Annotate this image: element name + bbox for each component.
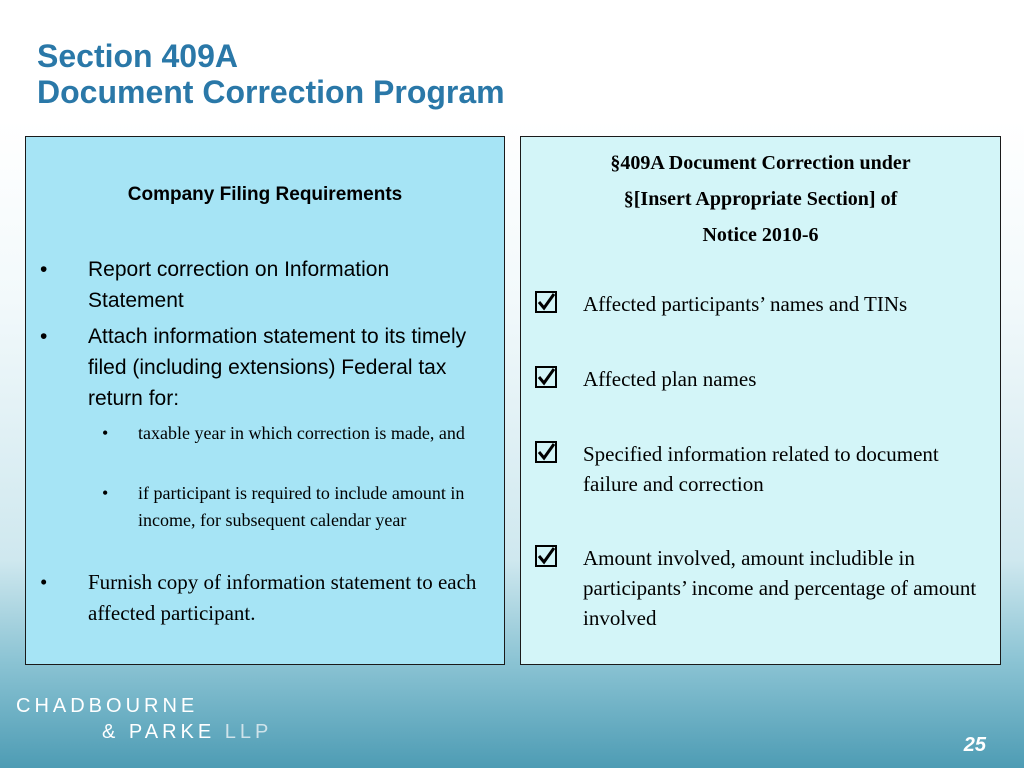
sub-bullet-text: if participant is required to include amount in income, for subsequent calendar year [138,483,465,530]
bullet-item [40,254,488,316]
checklist-text: Affected plan names [583,367,757,391]
heading-line: Notice 2010-6 [702,224,819,246]
page-number: 25 [963,734,986,756]
filing-requirements-heading: Company Filing Requirements [127,184,403,205]
checkbox-checked-icon [535,291,557,313]
checkbox-checked-icon [535,441,557,463]
checklist-text: Specified information related to document failure and correction [583,442,939,496]
heading-line: §409A Document Correction under [610,152,911,174]
sub-bullet-item [102,420,478,447]
bullet-item [40,567,488,629]
heading-line: §[Insert Appropriate Section] of [623,188,898,210]
correction-info-heading [521,145,1000,253]
slide-title-line1: Section 409A [37,38,238,74]
logo-llp: LLP [224,721,273,743]
slide-title [37,38,505,110]
bullet-dot-icon: • [102,423,109,443]
bullet-item [40,321,488,414]
logo-line2-prefix: & PARKE [102,721,216,743]
sub-bullet-item [102,480,478,534]
bullet-dot-icon: • [40,325,48,348]
checkbox-checked-icon [535,545,557,567]
bullet-dot-icon: • [102,483,109,503]
logo-line2 [102,721,272,744]
slide-title-line2: Document Correction Program [37,74,505,110]
checkbox-checked-icon [535,366,557,388]
checklist-text: Affected participants’ names and TINs [583,292,908,316]
bullet-dot-icon: • [40,258,48,281]
logo-line1: CHADBOURNE [16,695,199,717]
correction-info-panel [520,136,1001,665]
bullet-dot-icon: • [40,570,48,594]
sub-bullet-text: taxable year in which correction is made, and [138,423,465,443]
bullet-text: Report correction on Information Statement [88,258,390,312]
checklist-text: Amount involved, amount includible in participants’ income and percentage of amount involved [583,546,977,630]
filing-requirements-panel [25,136,505,665]
bullet-text: Furnish copy of information statement to each affected participant. [88,570,477,625]
bullet-text: Attach information statement to its timely filed (including extensions) Federal tax return for: [88,325,467,410]
